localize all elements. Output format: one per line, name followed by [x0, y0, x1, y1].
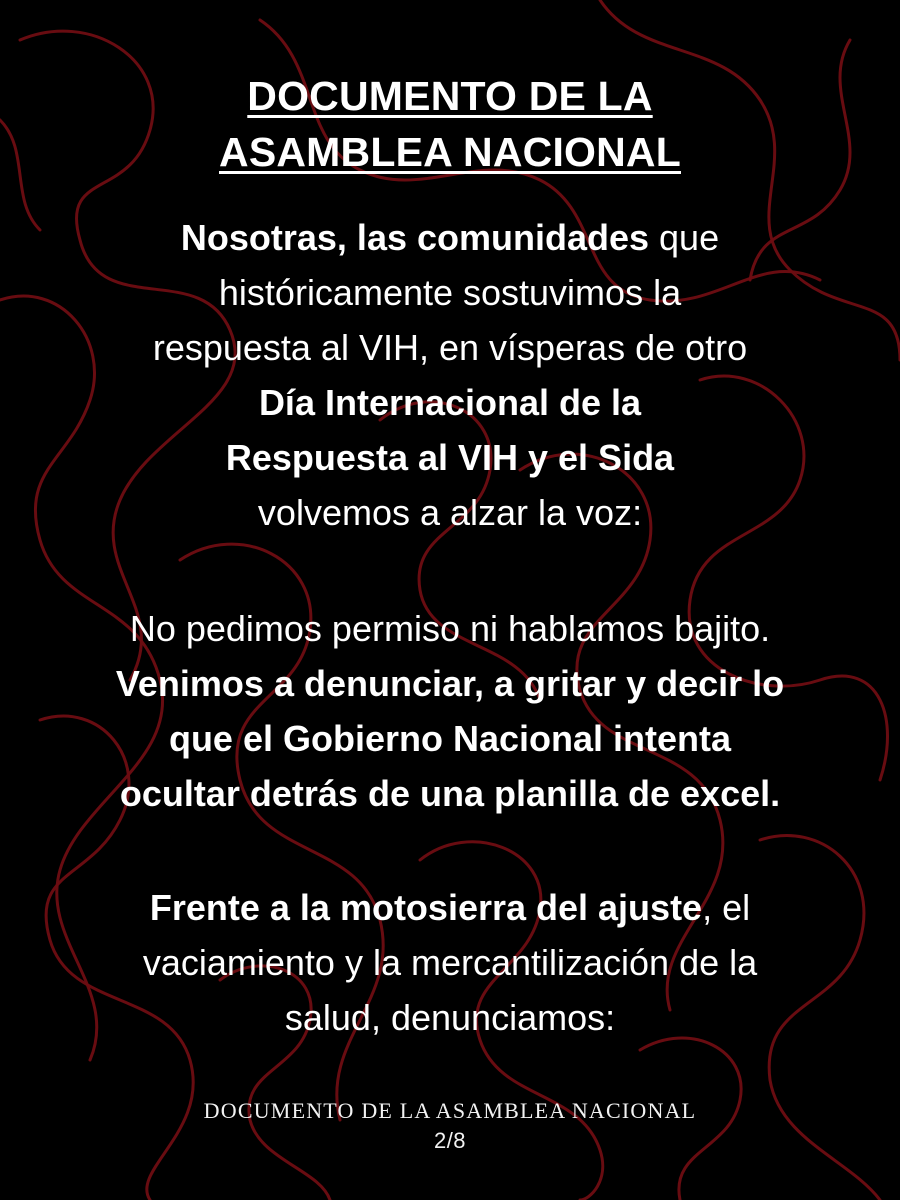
page-number: 2/8	[433, 1128, 467, 1153]
intro-line-2: históricamente sostuvimos la	[218, 272, 682, 313]
denuncia-paragraph	[0, 601, 900, 821]
intro-line-1	[0, 210, 900, 265]
frente-line-1-rest: , el	[702, 887, 751, 928]
intro-line-4: Día Internacional de la	[258, 382, 642, 423]
document-title	[0, 68, 900, 180]
denuncia-line-2: Venimos a denunciar, a gritar y decir lo	[115, 663, 785, 704]
title-line-2: ASAMBLEA NACIONAL	[219, 129, 681, 175]
intro-line-5: Respuesta al VIH y el Sida	[225, 437, 675, 478]
title-line-1: DOCUMENTO DE LA	[247, 73, 653, 119]
intro-line-3: respuesta al VIH, en vísperas de otro	[152, 327, 748, 368]
denuncia-line-4: ocultar detrás de una planilla de excel.	[119, 773, 781, 814]
slide-footer	[0, 1096, 900, 1156]
intro-line-1-rest: que	[649, 217, 720, 258]
frente-line-2: vaciamiento y la mercantilización de la	[142, 942, 758, 983]
intro-line-6: volvemos a alzar la voz:	[257, 492, 643, 533]
frente-emphasis-motosierra: Frente a la motosierra del ajuste	[149, 887, 703, 928]
intro-emphasis-communities: Nosotras, las comunidades	[180, 217, 650, 258]
footer-document-label: DOCUMENTO DE LA ASAMBLEA NACIONAL	[203, 1098, 697, 1123]
intro-paragraph	[0, 210, 900, 540]
denuncia-line-3: que el Gobierno Nacional intenta	[168, 718, 732, 759]
frente-paragraph	[0, 880, 900, 1045]
denuncia-line-1: No pedimos permiso ni hablamos bajito.	[129, 608, 771, 649]
frente-line-1	[0, 880, 900, 935]
frente-line-3: salud, denunciamos:	[284, 997, 616, 1038]
